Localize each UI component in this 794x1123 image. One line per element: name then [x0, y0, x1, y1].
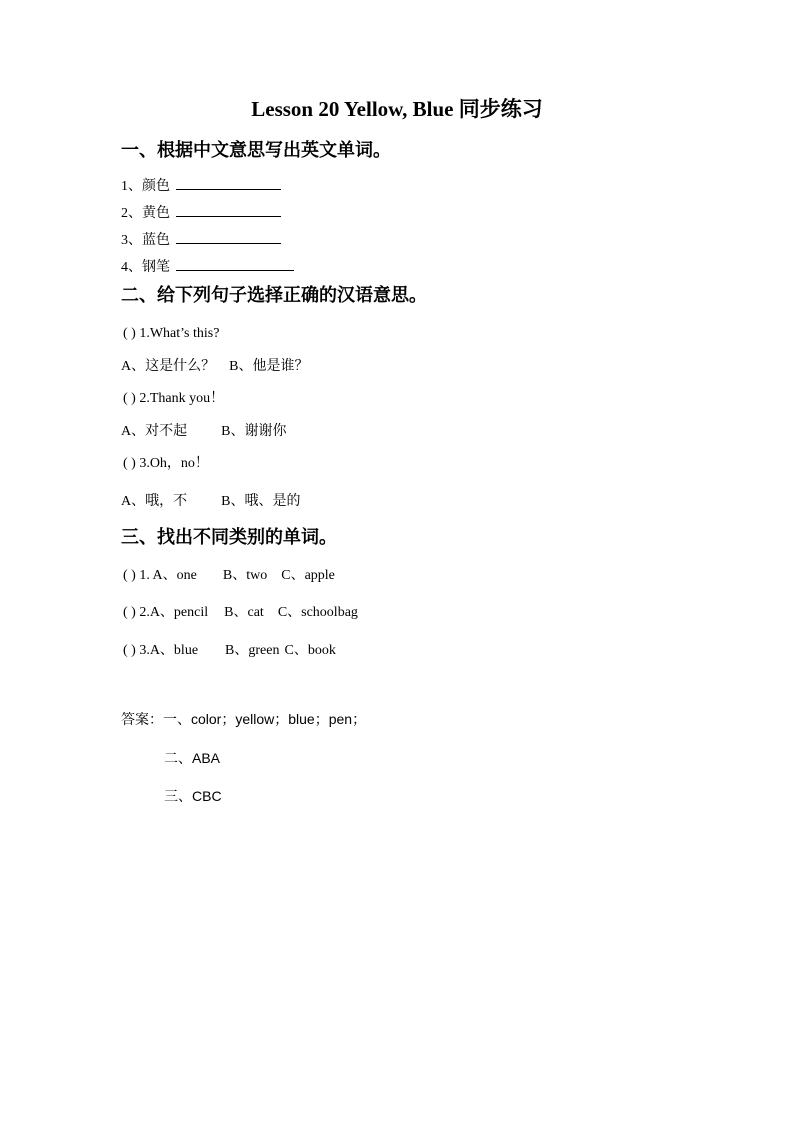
question-2-3: ( ) 3.Oh，no！ [123, 456, 209, 471]
answer-line-1: 答案：一、color；yellow；blue；pen； [121, 711, 367, 727]
fill-item-label: 4、钢笔 [121, 260, 170, 275]
answer-blank [176, 177, 281, 190]
question-3-1 [123, 569, 335, 583]
option-b: B、哦、是的 [221, 494, 301, 509]
fill-item-2 [121, 204, 281, 221]
option-b: B、他是谁？ [229, 359, 309, 374]
option-b: B、green [225, 643, 280, 658]
fill-item-4 [121, 258, 294, 275]
option-c: C、apple [281, 568, 335, 583]
option-b: B、two [222, 568, 268, 583]
fill-item-3 [121, 231, 281, 248]
fill-item-label: 2、黄色 [121, 206, 170, 221]
fill-item-1 [121, 177, 281, 194]
options-2-1 [121, 360, 308, 374]
question-2-2: ( ) 2.Thank you！ [123, 391, 225, 406]
question-a: ( ) 1. A、one [123, 568, 197, 583]
fill-item-label: 3、蓝色 [121, 233, 170, 248]
option-b: B、谢谢你 [221, 424, 287, 439]
answer-line-2: 二、ABA [164, 750, 221, 766]
question-3-3 [123, 644, 336, 658]
option-c: C、book [284, 643, 336, 658]
option-a: A、对不起 [121, 424, 188, 439]
question-a: ( ) 2.A、pencil [123, 605, 209, 620]
question-a: ( ) 3.A、blue [123, 643, 199, 658]
option-a: A、这是什么？ [121, 359, 216, 374]
answer-blank [176, 258, 294, 271]
section-1-heading: 一、根据中文意思写出英文单词。 [121, 140, 391, 160]
options-2-2 [121, 425, 286, 439]
options-2-3 [121, 495, 300, 509]
question-3-2 [123, 606, 358, 620]
answer-blank [176, 204, 281, 217]
option-b: B、cat [224, 605, 264, 620]
answer-blank [176, 231, 281, 244]
page-title: Lesson 20 Yellow, Blue 同步练习 [251, 97, 543, 121]
answer-line-3: 三、CBC [164, 788, 222, 804]
section-3-heading: 三、找出不同类别的单词。 [121, 527, 337, 547]
fill-item-label: 1、颜色 [121, 179, 170, 194]
option-a: A、哦，不 [121, 494, 188, 509]
question-2-1: ( ) 1.What’s this? [123, 326, 220, 341]
section-2-heading: 二、给下列句子选择正确的汉语意思。 [121, 285, 427, 305]
option-c: C、schoolbag [277, 605, 358, 620]
